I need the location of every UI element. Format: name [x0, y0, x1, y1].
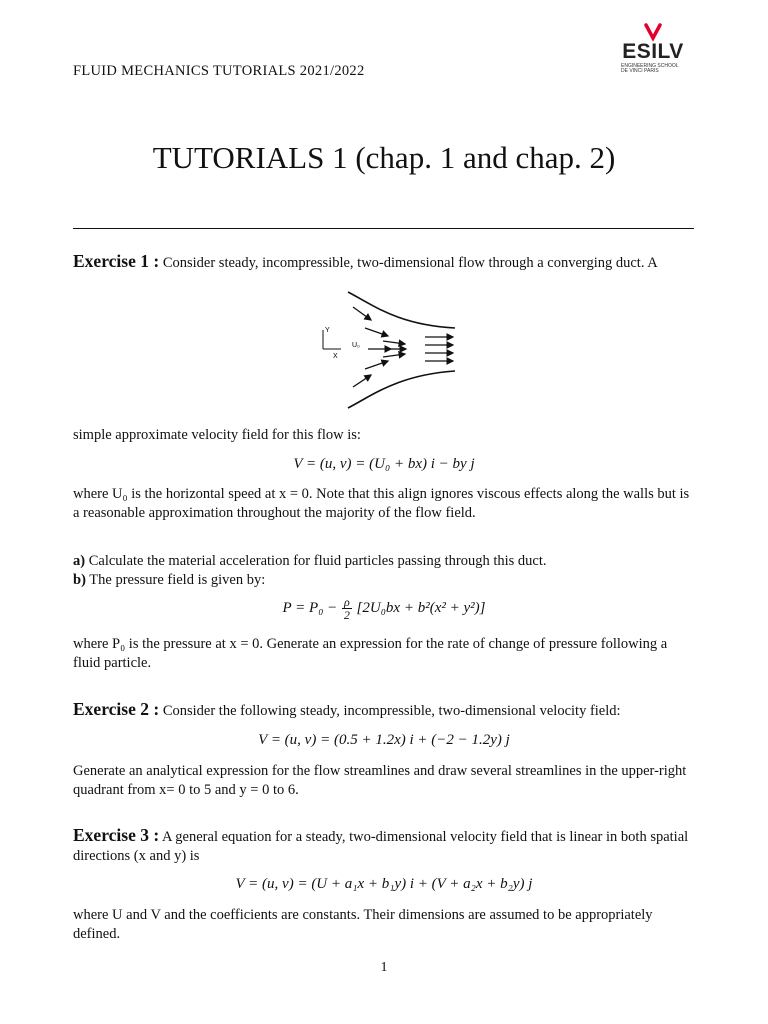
figure-u0-label: U₀ [352, 342, 360, 349]
exercise-1-intro [73, 252, 694, 273]
pressure-eq-fraction [342, 596, 352, 621]
pressure-eq-right: [2U₀bx + b²(x² + y²)] [356, 599, 486, 616]
exercise-1-after-figure: simple approximate velocity field for this flow is: [73, 427, 361, 443]
exercise-1-label: Exercise 1 : [73, 251, 160, 271]
exercise-1-intro-text: Consider steady, incompressible, two-dimensional flow through a converging duct. A [162, 255, 658, 271]
part-a-text: Calculate the material acceleration for fluid particles passing through this duct. [88, 553, 547, 569]
title-divider [73, 228, 694, 229]
converging-duct-figure [313, 285, 458, 415]
page-number: 1 [380, 960, 388, 975]
exercise-2-text: Generate an analytical expression for the flow streamlines and draw several streamlines in the upper-right quadrant from x= 0 to 5 and y = 0 to 6. [73, 763, 687, 798]
page-title: TUTORIALS 1 (chap. 1 and chap. 2) [152, 140, 616, 175]
exercise-2-intro [73, 700, 694, 721]
exercise-2-label: Exercise 2 : [73, 699, 160, 719]
exercise-1-where-2: where P₀ is the pressure at x = 0. Generate an expression for the rate of change of pressure following a fluid particle. [73, 636, 668, 671]
exercise-3-intro [73, 826, 694, 866]
exercise-1-where-1: where U₀ is the horizontal speed at x = 0. Note that this align ignores viscous effects along the walls but is a reasonable approximation throughout the majority of the flow field. [73, 486, 690, 521]
logo-subtitle-1: ENGINEERING SCHOOL [621, 63, 679, 69]
part-a-label: a) [73, 553, 86, 569]
exercise-1-part-b [73, 571, 694, 590]
pressure-eq-left: P = P₀ − [282, 599, 338, 616]
exercise-3-text: where U and V and the coefficients are constants. Their dimensions are assumed to be appropriately defined. [73, 907, 653, 942]
logo-v-mark-icon [613, 22, 693, 42]
exercise-2-intro-text: Consider the following steady, incompressible, two-dimensional velocity field: [162, 703, 621, 719]
exercise-1-pressure-equation [0, 596, 768, 621]
part-b-label: b) [73, 572, 86, 588]
exercise-3-label: Exercise 3 : [73, 825, 160, 845]
logo-name: ESILV [622, 40, 684, 63]
exercise-1-velocity-equation: V = (u, v) = (U₀ + bx) i − by j [293, 456, 475, 472]
course-header: FLUID MECHANICS TUTORIALS 2021/2022 [73, 63, 365, 79]
exercise-3-intro-text: A general equation for a steady, two-dimensional velocity field that is linear in both spatial directions (x and y) is [73, 829, 689, 864]
exercise-1-part-a [73, 552, 694, 571]
part-b-text: The pressure field is given by: [89, 572, 266, 588]
exercise-3-velocity-equation: V = (u, v) = (U + a₁x + b₁y) i + (V + a₂x + b₂y) j [235, 876, 533, 892]
figure-y-label: Y [325, 327, 330, 334]
exercise-2-velocity-equation: V = (u, v) = (0.5 + 1.2x) i + (−2 − 1.2y) j [258, 732, 510, 748]
esilv-logo [613, 22, 693, 78]
logo-subtitle-2: DE VINCI PARIS [621, 68, 659, 74]
pressure-eq-denominator: 2 [343, 608, 350, 622]
pressure-eq-numerator: ρ [344, 595, 350, 609]
figure-x-label: X [333, 353, 338, 360]
